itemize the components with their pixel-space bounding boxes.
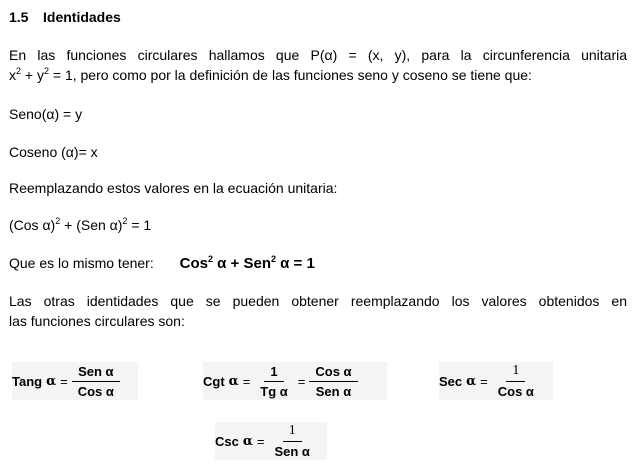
eq-part: + (Sen α) — [60, 217, 123, 233]
superscript: 2 — [16, 66, 22, 76]
intro-line-1: En las funciones circulares hallamos que P(α) = (x, y), para la circunferencia unitaria — [9, 47, 627, 63]
formula-lhs: Sec — [439, 373, 463, 389]
equals-sign: = — [60, 373, 68, 389]
denominator: Cos α — [497, 384, 534, 399]
formula-lhs: Tang — [12, 373, 43, 389]
section-heading — [9, 9, 121, 25]
text-rest: = 1, pero como por la definición de las funciones seno y coseno se tiene que: — [49, 67, 532, 83]
fraction — [72, 364, 120, 399]
pythagorean-identity — [180, 255, 315, 272]
csc-formula — [215, 422, 327, 460]
que-es-line — [9, 253, 315, 274]
otras-line-1: Las otras identidades que se pueden obtener reemplazando los valores obtenidos en — [9, 293, 627, 309]
alpha-symbol: α — [228, 373, 239, 389]
fraction — [268, 423, 315, 459]
numerator: Cos α — [309, 364, 357, 382]
identity-part: Cos — [179, 255, 208, 272]
superscript: 2 — [43, 66, 49, 76]
identity-part: α = 1 — [276, 255, 315, 272]
unit-equation — [9, 215, 151, 235]
numerator: 1 — [506, 363, 525, 382]
alpha-symbol: α — [466, 373, 477, 389]
equals-sign: = — [256, 433, 265, 449]
fraction — [309, 364, 357, 399]
superscript: 2 — [207, 254, 213, 264]
cgt-formula — [203, 362, 387, 400]
eq-part: (Cos α) — [9, 217, 56, 233]
intro-paragraph — [9, 45, 627, 85]
denominator: Sen α — [274, 444, 310, 459]
seno-line: Seno(α) = y — [9, 106, 83, 122]
coseno-line: Coseno (α)= x — [9, 144, 98, 160]
denominator: Cos α — [77, 383, 114, 399]
alpha-symbol: α — [46, 373, 57, 389]
fraction — [254, 364, 294, 399]
sec-formula — [439, 362, 553, 400]
superscript: 2 — [55, 216, 61, 226]
numerator: 1 — [264, 364, 283, 382]
text-y: + y — [21, 67, 44, 83]
section-number: 1.5 — [9, 9, 29, 25]
equals-sign: = — [297, 373, 306, 389]
numerator: 1 — [283, 423, 302, 442]
tang-formula — [12, 362, 138, 400]
formula-lhs: Csc — [215, 433, 239, 449]
alpha-symbol: α — [242, 433, 253, 449]
fraction — [492, 363, 540, 399]
que-es-text: Que es lo mismo tener: — [9, 255, 154, 271]
section-title: Identidades — [43, 9, 121, 25]
equals-sign: = — [480, 373, 488, 389]
denominator: Sen α — [315, 383, 352, 399]
otras-paragraph — [9, 291, 627, 331]
superscript: 2 — [270, 254, 276, 264]
superscript: 2 — [122, 216, 128, 226]
otras-line-2: las funciones circulares son: — [9, 313, 185, 329]
formula-lhs: Cgt — [203, 373, 225, 389]
identity-part: α + Sen — [212, 255, 271, 272]
intro-line-2 — [9, 65, 627, 85]
reemplazando-line: Reemplazando estos valores en la ecuación unitaria: — [9, 180, 338, 196]
text-x: x — [9, 67, 16, 83]
equals-sign: = — [242, 373, 251, 389]
denominator: Tg α — [260, 383, 288, 399]
eq-part: = 1 — [127, 217, 152, 233]
numerator: Sen α — [72, 364, 119, 382]
